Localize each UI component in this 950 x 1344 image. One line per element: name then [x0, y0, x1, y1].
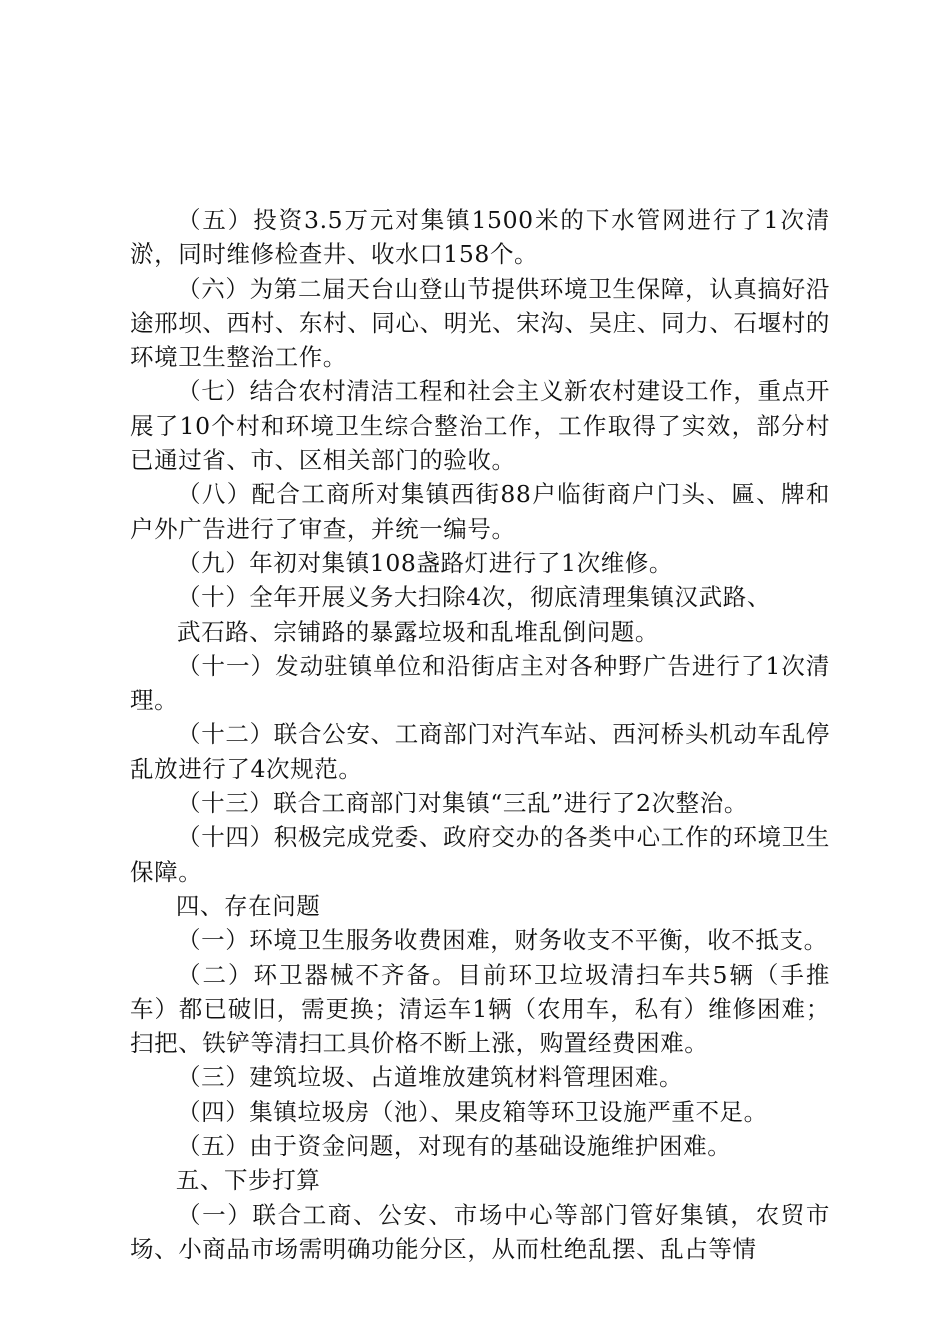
- paragraph-item-9: （九）年初对集镇108盏路灯进行了1次维修。: [177, 548, 674, 577]
- paragraph-item-7: （七）结合农村清洁工程和社会主义新农村建设工作，重点开展了10个村和环境卫生综合整治工作，工作取得了实效，部分村已通过省、市、区相关部门的验收。: [130, 377, 830, 475]
- problem-item-4: （四）集镇垃圾房（池）、果皮箱等环卫设施严重不足。: [177, 1097, 768, 1126]
- paragraph-item-11: （十一）发动驻镇单位和沿街店主对各种野广告进行了1次清理。: [130, 651, 830, 715]
- paragraph-item-8: （八）配合工商所对集镇西街88户临街商户门头、匾、牌和户外广告进行了审查，并统一编号。: [130, 480, 830, 543]
- section-heading-problems: 四、存在问题: [175, 891, 321, 920]
- problem-item-2: （二）环卫器械不齐备。目前环卫垃圾清扫车共5辆（手推车）都已破旧，需更换；清运车1辆（农用车，私有）维修困难；扫把、铁铲等清扫工具价格不断上涨，购置经费困难。: [130, 960, 830, 1058]
- problem-item-3: （三）建筑垃圾、占道堆放建筑材料管理困难。: [177, 1063, 684, 1092]
- problem-item-1: （一）环境卫生服务收费困难，财务收支不平衡，收不抵支。: [177, 926, 828, 955]
- paragraph-item-13: （十三）联合工商部门对集镇“三乱”进行了2次整治。: [177, 789, 748, 818]
- paragraph-item-10-continued: 武石路、宗铺路的暴露垃圾和乱堆乱倒问题。: [177, 617, 659, 646]
- paragraph-item-12: （十二）联合公安、工商部门对汽车站、西河桥头机动车乱停乱放进行了4次规范。: [130, 720, 830, 783]
- paragraph-item-5: （五）投资3.5万元对集镇1500米的下水管网进行了1次清淤，同时维修检查井、收水口158个。: [130, 206, 830, 269]
- paragraph-item-6: （六）为第二届天台山登山节提供环境卫生保障，认真搞好沿途邢坝、西村、东村、同心、明光、宋沟、吴庄、同力、石堰村的环境卫生整治工作。: [130, 274, 830, 372]
- paragraph-item-10: （十）全年开展义务大扫除4次，彻底清理集镇汉武路、: [177, 583, 771, 612]
- document-body: [130, 203, 830, 1266]
- paragraph-item-14: （十四）积极完成党委、政府交办的各类中心工作的环境卫生保障。: [130, 823, 830, 886]
- section-heading-next-steps: 五、下步打算: [175, 1166, 321, 1195]
- problem-item-5: （五）由于资金问题，对现有的基础设施维护困难。: [177, 1132, 732, 1161]
- plan-item-1: （一）联合工商、公安、市场中心等部门管好集镇，农贸市场、小商品市场需明确功能分区，从而杜绝乱摆、乱占等情: [130, 1200, 830, 1263]
